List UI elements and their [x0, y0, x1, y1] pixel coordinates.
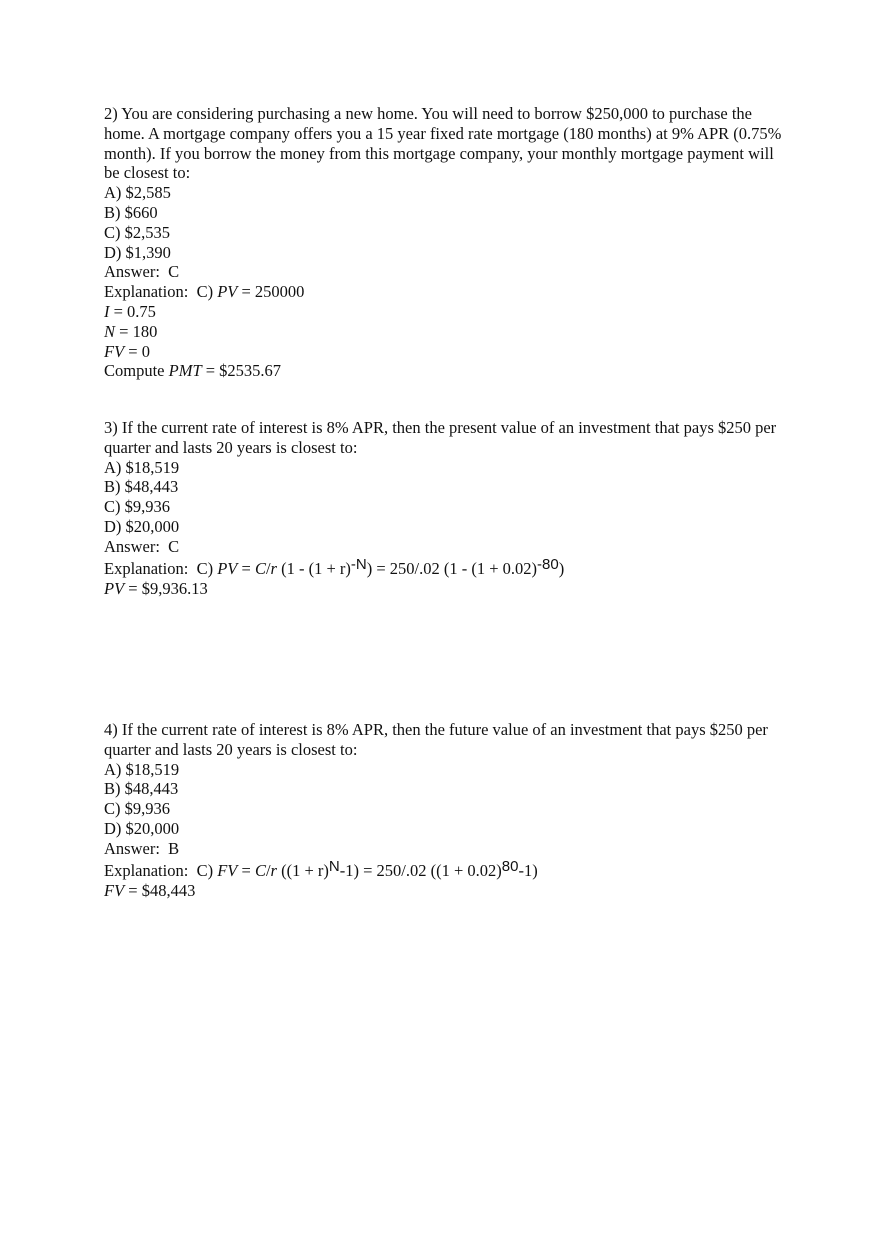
pv-value: = 250000 [237, 282, 305, 302]
exponent-a: N [328, 857, 340, 875]
equals: = [237, 860, 255, 880]
option-a: A) $2,585 [104, 183, 171, 203]
exponent-b: -80 [537, 555, 559, 573]
var-pmt: PMT [168, 361, 202, 381]
option-d: D) $1,390 [104, 242, 171, 262]
result-value: = $9,936.13 [124, 579, 208, 599]
answer-line: Answer: B [104, 838, 180, 858]
formula-part-c: -1) [518, 860, 538, 880]
formula-part-b: ) = 250/.02 (1 - (1 + 0.02) [366, 558, 537, 578]
option-b: B) $48,443 [104, 779, 179, 799]
option-c: C) $2,535 [104, 222, 170, 242]
exponent-b: 80 [501, 857, 519, 875]
explanation-line [104, 857, 784, 882]
var-lhs: PV [217, 558, 238, 578]
option-b: B) $48,443 [104, 477, 179, 497]
question-4 [104, 720, 784, 901]
var-r: r [270, 860, 277, 880]
question-stem: 4) If the current rate of interest is 8% APR, then the future value of an investment that pays $250 per quarter and lasts 20 years is closest to: [104, 720, 768, 759]
option-b: B) $660 [104, 202, 158, 222]
var-n: N [104, 321, 116, 341]
option-c: C) $9,936 [104, 497, 170, 517]
option-a: A) $18,519 [104, 457, 180, 477]
option-a: A) $18,519 [104, 759, 180, 779]
question-3 [104, 418, 784, 599]
question-stem: 3) If the current rate of interest is 8% APR, then the present value of an investment that pays $250 per quarter and lasts 20 years is closest to: [104, 418, 777, 457]
result-line [104, 579, 784, 599]
formula-part-a: ((1 + r) [276, 860, 329, 880]
option-d: D) $20,000 [104, 516, 180, 536]
var-c: C [254, 860, 266, 880]
var-result: PV [104, 579, 125, 599]
explanation-prefix: Explanation: C) [104, 860, 218, 880]
equals: = [237, 558, 255, 578]
var-result: FV [104, 881, 125, 901]
n-value: = 180 [115, 321, 158, 341]
result-line [104, 881, 784, 901]
i-line [104, 302, 784, 322]
compute-prefix: Compute [104, 361, 169, 381]
explanation-line [104, 555, 784, 580]
var-c: C [254, 558, 266, 578]
slash: / [265, 558, 271, 578]
slash: / [265, 860, 271, 880]
explanation-line [104, 282, 784, 302]
question-stem: 2) You are considering purchasing a new home. You will need to borrow $250,000 to purchase the home. A mortgage company offers you a 15 year fixed rate mortgage (180 months) at 9% APR (0.75% month). If you borrow the money from this mortgage company, your monthly mortgage payment will be closest to: [104, 104, 782, 183]
var-i: I [104, 301, 110, 321]
var-fv: FV [104, 341, 125, 361]
question-2 [104, 104, 784, 381]
option-c: C) $9,936 [104, 799, 170, 819]
var-lhs: FV [217, 860, 238, 880]
n-line [104, 322, 784, 342]
exponent-a: -N [350, 555, 367, 573]
result-value: = $48,443 [124, 881, 196, 901]
fv-value: = 0 [124, 341, 150, 361]
formula-part-b: -1) = 250/.02 ((1 + 0.02) [339, 860, 502, 880]
fv-line [104, 342, 784, 362]
i-value: = 0.75 [109, 301, 156, 321]
answer-line: Answer: C [104, 536, 180, 556]
var-r: r [270, 558, 277, 578]
option-d: D) $20,000 [104, 818, 180, 838]
explanation-prefix: Explanation: C) [104, 282, 218, 302]
pmt-value: = $2535.67 [201, 361, 282, 381]
explanation-prefix: Explanation: C) [104, 558, 218, 578]
answer-line: Answer: C [104, 262, 180, 282]
compute-line [104, 361, 784, 381]
formula-part-c: ) [558, 558, 565, 578]
formula-part-a: (1 - (1 + r) [276, 558, 351, 578]
var-pv: PV [217, 282, 238, 302]
